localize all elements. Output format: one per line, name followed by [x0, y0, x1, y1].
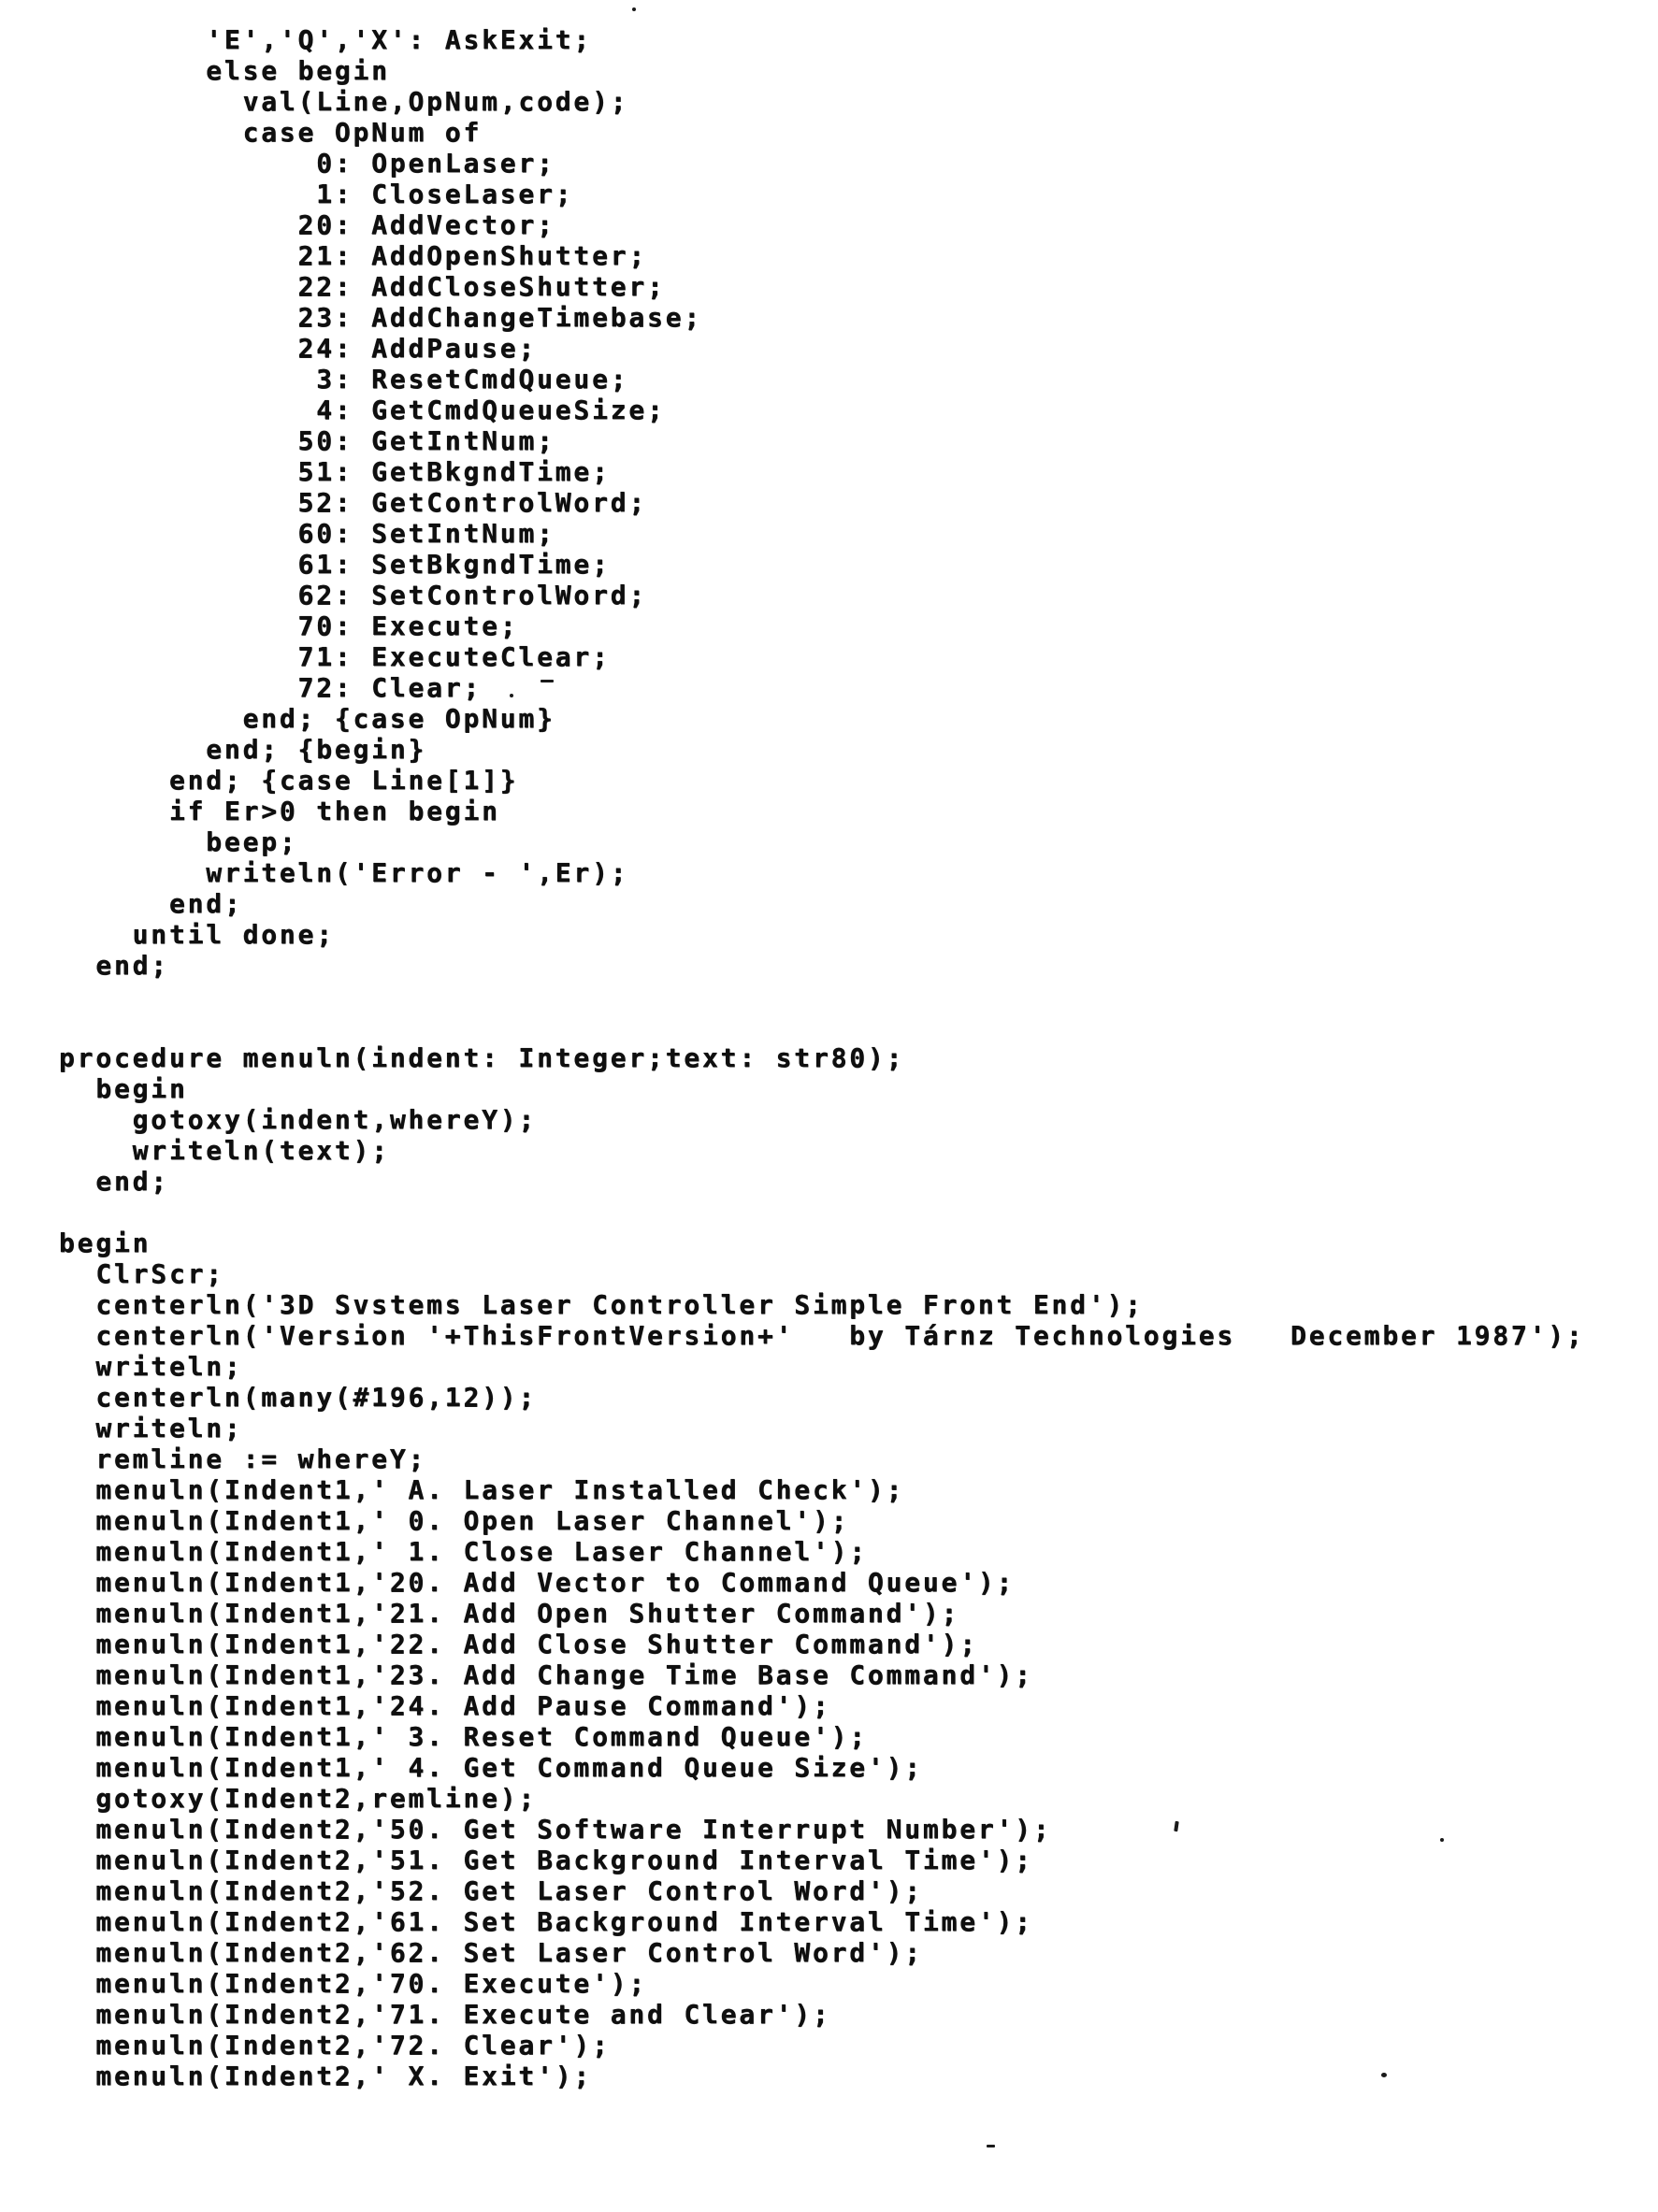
scan-speck	[1440, 1838, 1444, 1842]
scan-speck	[632, 7, 636, 11]
scan-speck	[541, 680, 554, 682]
scan-speck	[1381, 2073, 1387, 2077]
pascal-source-listing: 'E','Q','X': AskExit; else begin val(Line,OpNum,code); case OpNum of 0: OpenLaser; 1: CloseLaser; 20: AddVector; 21: AddOpenShutter; 22: AddCloseShutter; 23: AddChangeTimebase; 24: AddPause; 3: ResetCmdQueue; 4: GetCmdQueueSize; 50: GetIntNum; 51: GetBkgndTime; 52: GetControlWord; 60: SetIntNum; 61: SetBkgndTime; 62: SetControlWord; 70: Execute; 71: ExecuteClear; 72: Clear; end; {case OpNum} end; {begin} end; {case Line[1]} if Er>0 then begin beep; writeln('Error - ',Er); end; until done; end; procedure menuln(indent: Integer;text: str80); begin gotoxy(indent,whereY); writeln(text); end; begin ClrScr; centerln('3D Svstems Laser Controller Simple Front End'); centerln('Version '+ThisFrontVersion+' by Tárnz Technologies December 1987'); writeln; centerln(many(#196,12)); writeln; remline := whereY; menuln(Indent1,' A. Laser Installed Check'); menuln(Indent1,' 0. Open Laser Channel'); menuln(Indent1,' 1. Close Laser Channel'); menuln(Indent1,'20. Add Vector to Command Queue'); menuln(Indent1,'21. Add Open Shutter Command'); menuln(Indent1,'22. Add Close Shutter Command'); menuln(Indent1,'23. Add Change Time Base Command'); menuln(Indent1,'24. Add Pause Command'); menuln(Indent1,' 3. Reset Command Queue'); menuln(Indent1,' 4. Get Command Queue Size'); gotoxy(Indent2,remline); menuln(Indent2,'50. Get Software Interrupt Number'); menuln(Indent2,'51. Get Background Interval Time'); menuln(Indent2,'52. Get Laser Control Word'); menuln(Indent2,'61. Set Background Interval Time'); menuln(Indent2,'62. Set Laser Control Word'); menuln(Indent2,'70. Execute'); menuln(Indent2,'71. Execute and Clear'); menuln(Indent2,'72. Clear'); menuln(Indent2,' X. Exit');	[59, 24, 1585, 2091]
scan-speck	[510, 694, 513, 697]
scan-speck	[987, 2145, 995, 2147]
